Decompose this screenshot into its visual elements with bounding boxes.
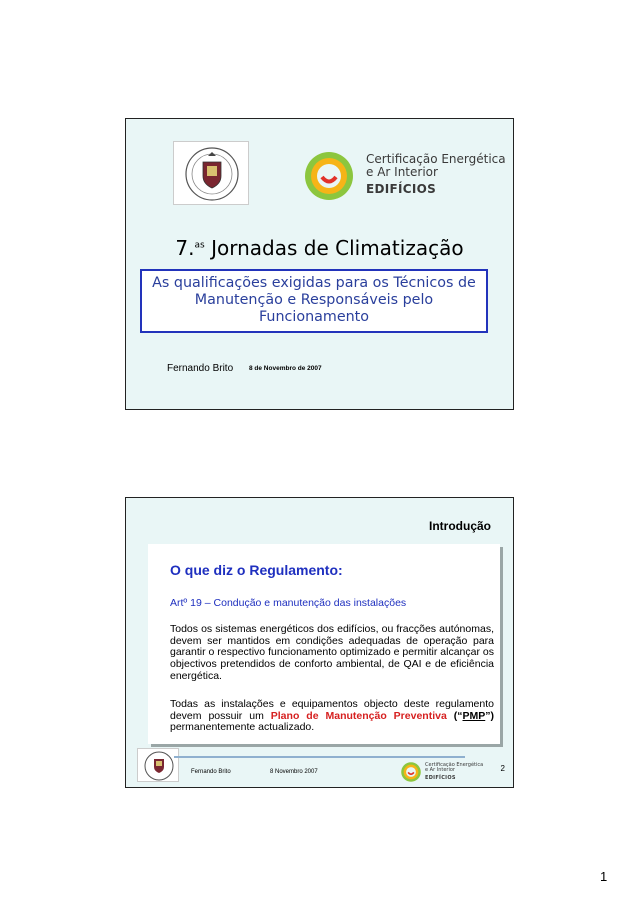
footer-certification-logo-text	[425, 763, 483, 781]
pmp-highlight: Plano de Manutenção Preventiva	[270, 709, 447, 722]
certification-logo-icon	[302, 149, 356, 203]
presentation-date: 8 de Novembro de 2007	[249, 365, 322, 372]
logo-line-3: EDIFÍCIOS	[366, 181, 437, 196]
paragraph-2-start: Todas as instalações e equipamentos objecto deste regulamento devem possuir um	[170, 698, 494, 722]
title-prefix: 7.	[175, 236, 195, 260]
university-crest-logo	[173, 141, 249, 205]
footer-certification-logo-icon	[400, 761, 422, 783]
content-box	[148, 544, 500, 744]
paragraph-2-close-quote: ”)	[485, 709, 494, 722]
slide-1	[125, 118, 514, 410]
paragraph-2-end: permanentemente actualizado.	[170, 721, 315, 734]
pmp-abbreviation: PMP	[462, 709, 486, 722]
footer-author: Fernando Brito	[191, 769, 231, 775]
footer-crest-logo	[137, 748, 179, 782]
section-heading: Introdução	[429, 519, 491, 533]
article-reference: Artº 19 – Condução e manutenção das instalações	[170, 597, 407, 609]
footer-date: 8 Novembro 2007	[270, 769, 318, 775]
slide-title	[126, 236, 513, 260]
slide-2	[125, 497, 514, 788]
subtitle-box	[140, 269, 488, 333]
paragraph-2-open-quote: (“	[446, 709, 463, 722]
subtitle-text: As qualificações exigidas para os Técnicos de Manutenção e Responsáveis pelo Funcionamento	[152, 275, 476, 325]
footer-divider	[174, 756, 465, 758]
slide-page-number: 2	[500, 764, 505, 773]
paragraph-2	[170, 699, 494, 734]
footer-logo-line-3: EDIFÍCIOS	[425, 774, 456, 781]
footer-logo-line-2: e Ar Interior	[425, 767, 455, 774]
logo-line-1: Certificação Energética	[366, 152, 506, 166]
page-number: 1	[600, 869, 608, 884]
title-main: Jornadas de Climatização	[204, 236, 464, 260]
logo-line-2: e Ar Interior	[366, 164, 438, 179]
author-name: Fernando Brito	[167, 363, 234, 374]
certification-logo-text	[366, 153, 506, 196]
title-superscript: as	[194, 240, 205, 251]
footer-logo-line-1: Certificação Energética	[425, 762, 484, 768]
question-heading: O que diz o Regulamento:	[170, 562, 343, 578]
paragraph-1: Todos os sistemas energéticos dos edifícios, ou fracções autónomas, devem ser mantidos em condições adequadas de operação para garantir o respectivo funcionamento optimizado e permitir alcançar os objectivos pretendidos de conforto ambiental, de QAI e de eficiência energética.	[170, 623, 494, 682]
